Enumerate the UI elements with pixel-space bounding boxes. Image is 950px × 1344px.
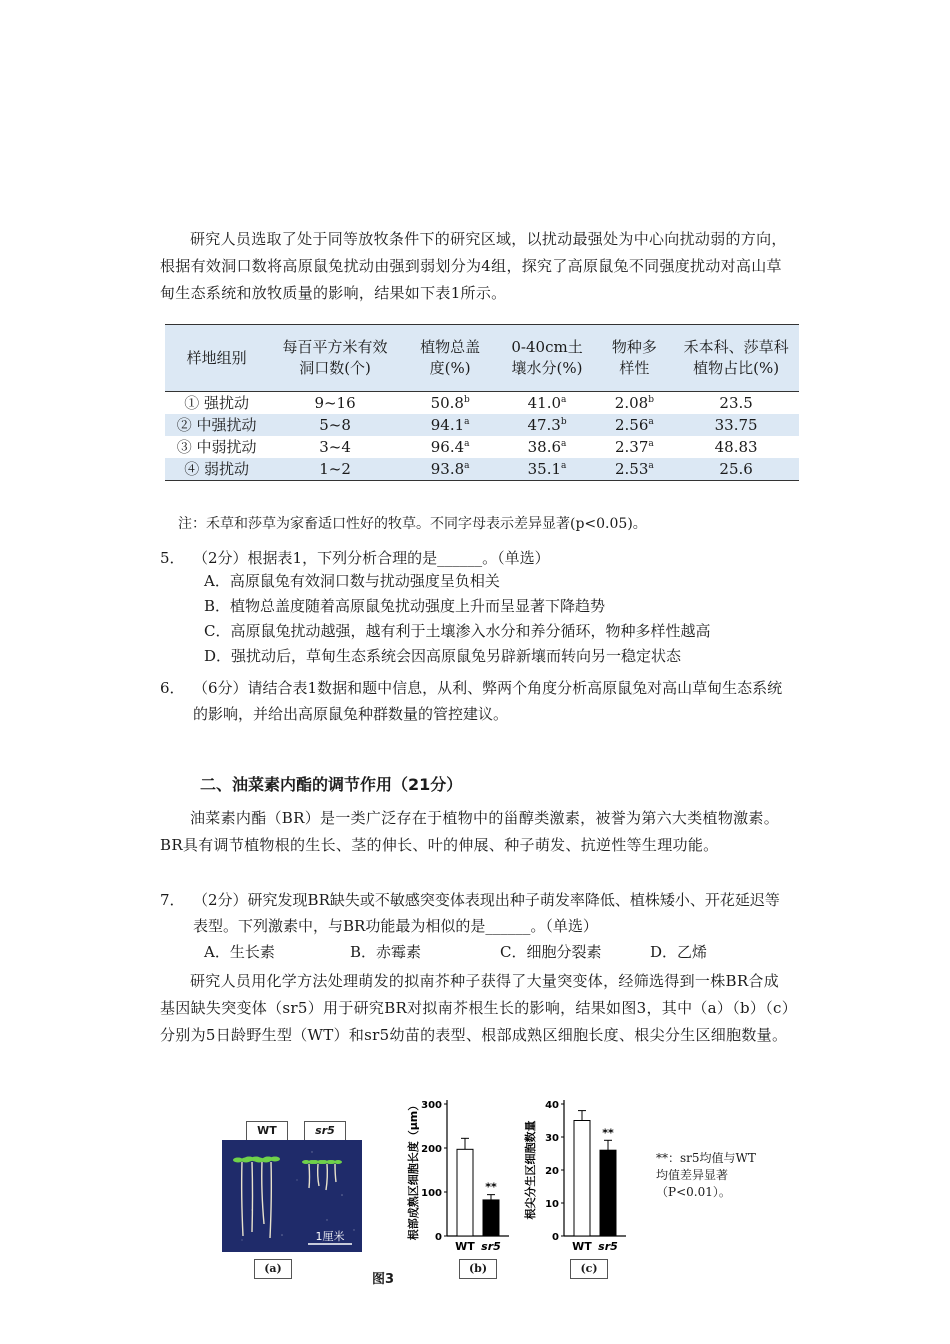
question-5-text: （2分）根据表1，下列分析合理的是______。（单选） bbox=[193, 549, 550, 567]
cell-water: 41.0$^a$ bbox=[527, 394, 567, 412]
q7-option-a: A．生长素 bbox=[204, 943, 275, 961]
significance-letter: a bbox=[464, 461, 470, 471]
significance-letter: b bbox=[648, 395, 654, 405]
seedling-photo bbox=[222, 1140, 362, 1252]
seedling-drawing bbox=[222, 1140, 362, 1252]
question-7-number: 7． bbox=[160, 891, 185, 909]
cell-holes: 9~16 bbox=[314, 394, 356, 412]
cell-cover: 93.8$^a$ bbox=[402, 458, 499, 481]
question-5-number: 5． bbox=[160, 549, 185, 567]
significance-marker: ** bbox=[485, 1180, 497, 1194]
y-tick-label: 20 bbox=[545, 1166, 559, 1177]
y-tick-label: 300 bbox=[421, 1100, 442, 1111]
q5-option-d: D．强扰动后，草甸生态系统会因高原鼠兔另辟新壤而转向另一稳定状态 bbox=[204, 647, 682, 665]
table-row bbox=[165, 414, 799, 436]
question-5 bbox=[160, 545, 792, 571]
y-tick-label: 200 bbox=[421, 1144, 442, 1155]
cell-div: 2.53$^a$ bbox=[596, 458, 674, 481]
th-diversity: 物种多样性 bbox=[596, 325, 674, 392]
table-row bbox=[165, 392, 799, 415]
y-axis-label: 根尖分生区细胞数量 bbox=[524, 1120, 537, 1220]
caption-c: (c) bbox=[570, 1259, 608, 1279]
figure-note: **：sr5均值与WT均值差异显著（P<0.01）。 bbox=[656, 1151, 756, 1199]
x-tick-label: WT bbox=[572, 1240, 592, 1253]
chart-b bbox=[403, 1090, 515, 1260]
paragraph-3: 研究人员用化学方法处理萌发的拟南芥种子获得了大量突变体，经筛选得到一株BR合成基因缺失突变体（sr5）用于研究BR对拟南芥根生长的影响，结果如图3，其中（a）（b）（c）分别为5日龄野生型（WT）和sr5幼苗的表型、根部成熟区细胞长度、根尖分生区细胞数量。 bbox=[160, 972, 790, 1044]
cell-cover: 50.8$^b$ bbox=[430, 394, 470, 412]
table-row bbox=[165, 436, 799, 458]
cell-div: 2.08$^b$ bbox=[614, 394, 654, 412]
significance-letter: b bbox=[463, 395, 470, 405]
bar-sr5 bbox=[483, 1200, 499, 1236]
x-tick-label: WT bbox=[455, 1240, 475, 1253]
bar-wt bbox=[457, 1149, 473, 1236]
question-6 bbox=[160, 675, 792, 727]
cell-water: 47.3$^b$ bbox=[499, 414, 596, 436]
table-note: 注：禾草和莎草为家畜适口性好的牧草。不同字母表示差异显著(p<0.05)。 bbox=[178, 516, 647, 532]
cell-group: ③ 中弱扰动 bbox=[176, 438, 257, 456]
x-tick-label: sr5 bbox=[598, 1240, 618, 1253]
cell-holes: 5~8 bbox=[268, 414, 401, 436]
y-tick-label: 40 bbox=[545, 1100, 559, 1111]
cell-water: 35.1$^a$ bbox=[499, 458, 596, 481]
y-tick-label: 30 bbox=[545, 1133, 559, 1144]
y-tick-label: 0 bbox=[435, 1232, 442, 1243]
question-6-number: 6． bbox=[160, 679, 185, 697]
cell-div: 2.56$^a$ bbox=[596, 414, 674, 436]
cell-ratio: 23.5 bbox=[719, 394, 753, 412]
section-2-intro: 油菜素内酯（BR）是一类广泛存在于植物中的甾醇类激素，被誉为第六大类植物激素。BR具有调节植物根的生长、茎的伸长、叶的伸展、种子萌发、抗逆性等生理功能。 bbox=[160, 809, 780, 854]
cell-ratio: 33.75 bbox=[673, 414, 799, 436]
q5-option-b: B．植物总盖度随着高原鼠兔扰动强度上升而呈显著下降趋势 bbox=[204, 597, 606, 615]
cell-cover: 94.1$^a$ bbox=[402, 414, 499, 436]
x-tick-label: sr5 bbox=[481, 1240, 501, 1253]
th-water: 0-40cm土壤水分(%) bbox=[499, 325, 596, 392]
th-group: 样地组别 bbox=[165, 325, 268, 392]
caption-b: (b) bbox=[459, 1259, 497, 1279]
cell-div: 2.37$^a$ bbox=[614, 438, 654, 456]
intro-paragraph: 研究人员选取了处于同等放牧条件下的研究区域，以扰动最强处为中心向扰动弱的方向，根据有效洞口数将高原鼠兔扰动由强到弱划分为4组，探究了高原鼠兔不同强度扰动对高山草甸生态系统和放牧质量的影响，结果如下表1所示。 bbox=[160, 230, 787, 302]
caption-a: (a) bbox=[254, 1259, 292, 1279]
figure-title: 图3 bbox=[372, 1272, 395, 1287]
question-6-text: （6分）请结合表1数据和题中信息，从利、弊两个角度分析高原鼠兔对高山草甸生态系统的影响，并给出高原鼠兔种群数量的管控建议。 bbox=[193, 679, 783, 723]
y-axis-label: 根部成熟区细胞长度（μm） bbox=[407, 1099, 420, 1241]
significance-letter: a bbox=[648, 439, 654, 449]
significance-marker: ** bbox=[602, 1126, 614, 1140]
photo-label-sr5: sr5 bbox=[304, 1121, 346, 1141]
cell-group: ④ 弱扰动 bbox=[165, 458, 268, 481]
section-2-title: 二、油菜素内酯的调节作用（21分） bbox=[200, 775, 463, 794]
question-7 bbox=[160, 887, 792, 939]
cell-ratio: 48.83 bbox=[714, 438, 758, 456]
th-ratio: 禾本科、莎草科植物占比(%) bbox=[673, 325, 799, 392]
significance-letter: a bbox=[561, 461, 567, 471]
y-tick-label: 10 bbox=[545, 1199, 559, 1210]
scale-bar-label: 1厘米 bbox=[315, 1230, 345, 1243]
cell-cover: 96.4$^a$ bbox=[430, 438, 470, 456]
table-1 bbox=[165, 324, 799, 481]
cell-holes: 3~4 bbox=[319, 438, 351, 456]
y-tick-label: 100 bbox=[421, 1188, 442, 1199]
question-7-text: （2分）研究发现BR缺失或不敏感突变体表现出种子萌发率降低、植株矮小、开花延迟等表型。下列激素中，与BR功能最为相似的是______。（单选） bbox=[193, 891, 780, 935]
significance-letter: a bbox=[464, 439, 470, 449]
q7-option-b: B．赤霉素 bbox=[350, 943, 422, 961]
cell-group: ② 中强扰动 bbox=[165, 414, 268, 436]
th-holes: 每百平方米有效洞口数(个) bbox=[268, 325, 401, 392]
y-tick-label: 0 bbox=[552, 1232, 559, 1243]
cell-group: ① 强扰动 bbox=[184, 394, 250, 412]
cell-ratio: 25.6 bbox=[673, 458, 799, 481]
significance-letter: a bbox=[648, 417, 654, 427]
significance-letter: a bbox=[561, 439, 567, 449]
photo-label-wt: WT bbox=[246, 1121, 288, 1141]
q5-option-a: A．高原鼠兔有效洞口数与扰动强度呈负相关 bbox=[204, 572, 500, 590]
cell-water: 38.6$^a$ bbox=[527, 438, 567, 456]
table-row bbox=[165, 458, 799, 481]
q7-option-d: D．乙烯 bbox=[650, 943, 708, 961]
q5-option-c: C．高原鼠兔扰动越强，越有利于土壤渗入水分和养分循环，物种多样性越高 bbox=[204, 622, 711, 640]
bar-wt bbox=[574, 1121, 590, 1237]
significance-letter: a bbox=[464, 417, 470, 427]
bar-sr5 bbox=[600, 1150, 616, 1236]
th-cover: 植物总盖度(%) bbox=[402, 325, 499, 392]
chart-c bbox=[526, 1090, 626, 1260]
cell-holes: 1~2 bbox=[268, 458, 401, 481]
q7-option-c: C．细胞分裂素 bbox=[500, 943, 602, 961]
significance-letter: b bbox=[560, 417, 567, 427]
significance-letter: a bbox=[561, 395, 567, 405]
significance-letter: a bbox=[648, 461, 654, 471]
